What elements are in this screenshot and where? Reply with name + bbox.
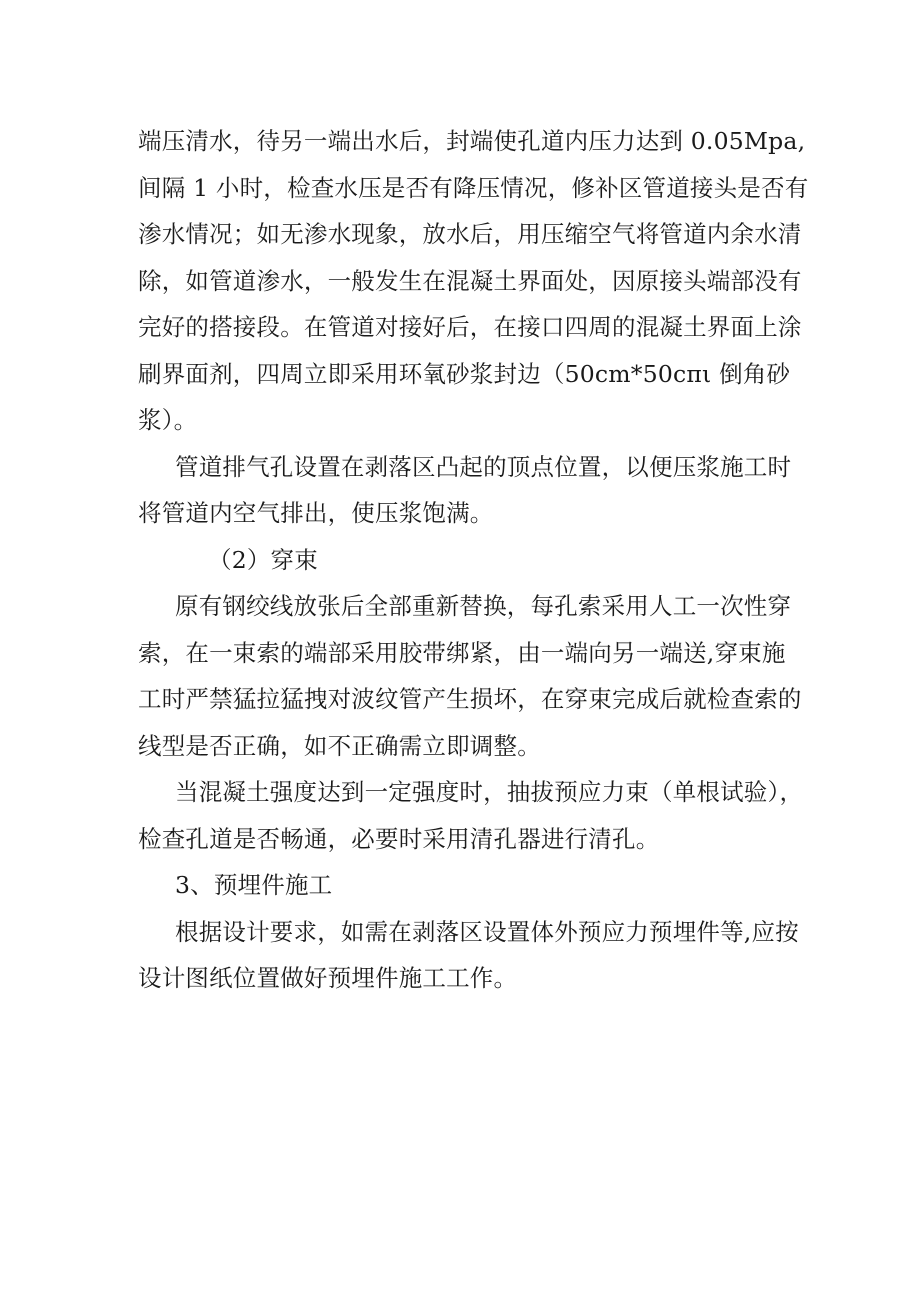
paragraph-line: 当混凝土强度达到一定强度时，抽拔预应力束（单根试验）， bbox=[175, 778, 804, 806]
paragraph-line: 除，如管道渗水，一般发生在混凝土界面处，因原接头端部没有 bbox=[138, 266, 802, 295]
paragraph-line: 端压清水，待另一端出水后，封端使孔道内压力达到 0.05Mpa, bbox=[138, 127, 806, 155]
paragraph-line: 刷界面剂，四周立即采用环氧砂浆封边（50cm*50cπι 倒角砂 bbox=[138, 359, 791, 388]
paragraph-line: 完好的搭接段。在管道对接好后，在接口四周的混凝土界面上涂 bbox=[138, 313, 802, 341]
section-heading: （2）穿束 bbox=[208, 545, 318, 574]
paragraph-line: 线型是否正确，如不正确需立即调整。 bbox=[138, 731, 541, 760]
paragraph-line: 设计图纸位置做好预埋件施工工作。 bbox=[138, 964, 518, 992]
paragraph-line: 根据设计要求，如需在剥落区设置体外预应力预埋件等,应按 bbox=[175, 917, 799, 946]
paragraph-line: 索，在一束索的端部采用胶带绑紧，由一端向另一端送,穿束施 bbox=[138, 638, 786, 667]
paragraph-line: 渗水情况；如无渗水现象，放水后，用压缩空气将管道内余水清 bbox=[138, 220, 802, 248]
paragraph-line: 原有钢绞线放张后全部重新替换，每孔索采用人工一次性穿 bbox=[175, 592, 792, 620]
paragraph-line: 浆）。 bbox=[138, 406, 198, 434]
document-body bbox=[138, 118, 809, 1002]
section-heading: 3、预埋件施工 bbox=[175, 871, 333, 899]
paragraph-line: 将管道内空气排出，使压浆饱满。 bbox=[138, 499, 494, 527]
paragraph-line: 间隔 1 小时，检查水压是否有降压情况，修补区管道接头是否有 bbox=[138, 173, 809, 202]
paragraph-line: 工时严禁猛拉猛拽对波纹管产生损坏，在穿束完成后就检查索的 bbox=[138, 685, 802, 713]
paragraph-line: 管道排气孔设置在剥落区凸起的顶点位置，以便压浆施工时 bbox=[175, 452, 792, 481]
paragraph-line: 检查孔道是否畅通，必要时采用清孔器进行清孔。 bbox=[138, 824, 660, 853]
